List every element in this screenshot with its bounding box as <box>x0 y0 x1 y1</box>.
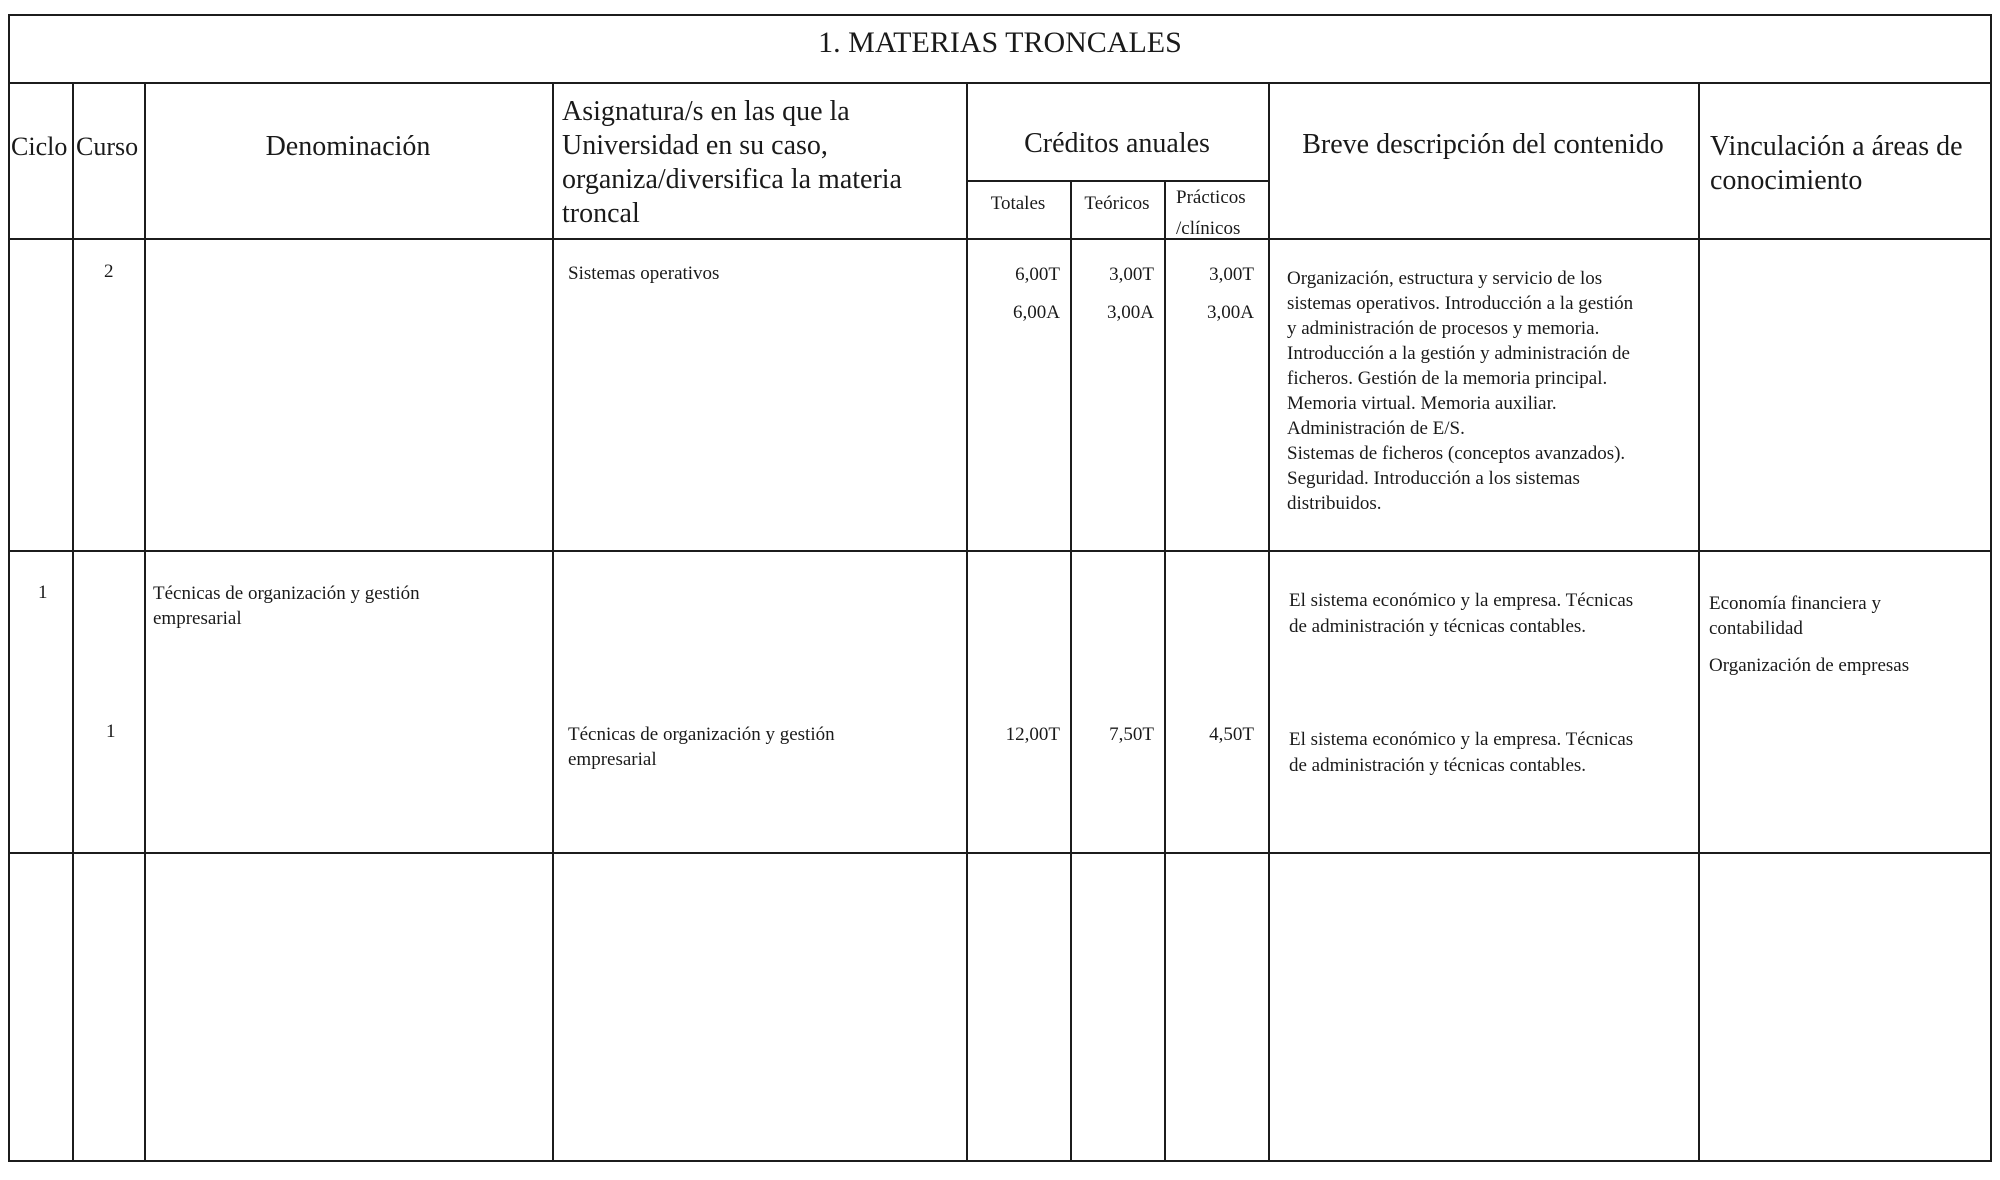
teoricos-cell: 3,00T <box>1109 264 1154 285</box>
header-asignatura-line: Asignatura/s en las que la <box>562 96 850 127</box>
denominacion-cell: empresarial <box>153 608 242 629</box>
descripcion-line: de administración y técnicas contables. <box>1289 616 1587 637</box>
descripcion-line: sistemas operativos. Introducción a la gestión <box>1287 293 1634 314</box>
teoricos-cell: 3,00A <box>1107 302 1154 323</box>
descripcion-line: Seguridad. Introducción a los sistemas <box>1287 468 1580 489</box>
totales-cell: 6,00A <box>1013 302 1060 323</box>
denominacion-cell: Técnicas de organización y gestión <box>153 583 420 604</box>
header-asignatura-line: Universidad en su caso, <box>562 130 828 161</box>
practicos-cell: 4,50T <box>1209 724 1254 745</box>
header-asignatura-line: troncal <box>562 198 640 229</box>
header-asignatura-line: organiza/diversifica la materia <box>562 164 902 195</box>
totales-cell: 6,00T <box>1015 264 1060 285</box>
header-denominacion: Denominación <box>265 131 431 162</box>
descripcion-line: distribuidos. <box>1287 493 1382 514</box>
ciclo-cell: 1 <box>38 582 48 603</box>
vinculacion-line: Economía financiera y <box>1709 593 1881 614</box>
page-title: 1. MATERIAS TRONCALES <box>818 26 1182 59</box>
header-descripcion: Breve descripción del contenido <box>1302 129 1664 160</box>
header-practicos-line: /clínicos <box>1176 218 1241 239</box>
descripcion-line: Organización, estructura y servicio de los <box>1287 268 1603 289</box>
asignatura-cell: Técnicas de organización y gestión <box>568 724 835 745</box>
curso-cell: 1 <box>106 721 116 742</box>
asignatura-cell: empresarial <box>568 749 657 770</box>
header-teoricos: Teóricos <box>1084 193 1150 214</box>
asignatura-cell: Sistemas operativos <box>568 263 720 284</box>
descripcion-line: Administración de E/S. <box>1287 418 1465 439</box>
practicos-cell: 3,00A <box>1207 302 1254 323</box>
descripcion-line: Introducción a la gestión y administración de <box>1287 343 1630 364</box>
descripcion-line: El sistema económico y la empresa. Técnicas <box>1289 590 1634 611</box>
vinculacion-line: Organización de empresas <box>1709 655 1910 676</box>
descripcion-line: ficheros. Gestión de la memoria principal. <box>1287 368 1608 389</box>
descripcion-line: y administración de procesos y memoria. <box>1287 318 1600 339</box>
header-practicos-line: Prácticos <box>1176 187 1246 208</box>
totales-cell: 12,00T <box>1005 724 1060 745</box>
descripcion-line: Memoria virtual. Memoria auxiliar. <box>1287 393 1557 414</box>
header-totales: Totales <box>990 193 1046 214</box>
descripcion-line: de administración y técnicas contables. <box>1289 755 1587 776</box>
curso-cell: 2 <box>104 261 114 282</box>
header-curso: Curso <box>76 132 139 161</box>
header-vinculacion-line: Vinculación a áreas de <box>1710 131 1963 162</box>
practicos-cell: 3,00T <box>1209 264 1254 285</box>
descripcion-line: Sistemas de ficheros (conceptos avanzados). <box>1287 443 1626 464</box>
header-creditos-anuales: Créditos anuales <box>1024 128 1210 159</box>
teoricos-cell: 7,50T <box>1109 724 1154 745</box>
vinculacion-line: contabilidad <box>1709 618 1803 639</box>
header-vinculacion-line: conocimiento <box>1710 165 1863 196</box>
descripcion-line: El sistema económico y la empresa. Técnicas <box>1289 729 1634 750</box>
header-ciclo: Ciclo <box>11 132 68 161</box>
